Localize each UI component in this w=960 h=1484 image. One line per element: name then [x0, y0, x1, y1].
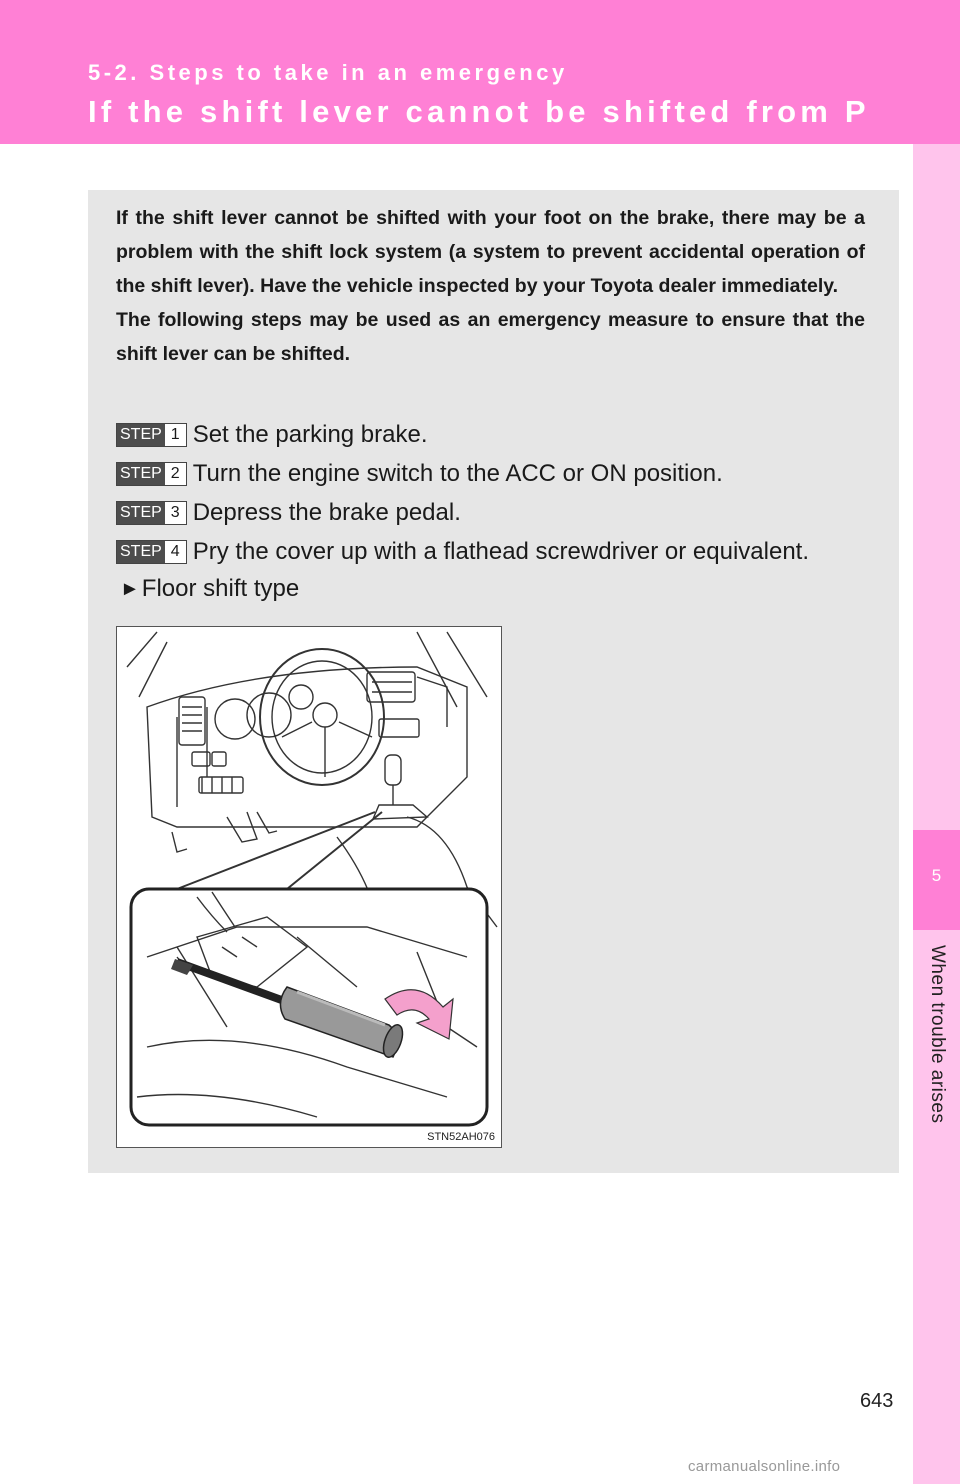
illustration: [116, 626, 502, 1148]
page-number: 643: [860, 1390, 894, 1412]
chapter-title: When trouble arises: [927, 945, 948, 1124]
step-2: [116, 458, 723, 490]
watermark: carmanualsonline.info: [688, 1458, 841, 1475]
step-badge: STEP 3: [116, 501, 187, 525]
intro-text: [116, 201, 865, 371]
section-label: 5-2. Steps to take in an emergency: [88, 60, 568, 85]
step-badge: STEP 4: [116, 540, 187, 564]
step-3: [116, 497, 461, 529]
step-4: [116, 536, 809, 568]
chapter-number: 5: [931, 866, 942, 885]
triangle-bullet-icon: ►: [120, 577, 140, 600]
step-1: [116, 419, 428, 451]
dashboard-illustration: [117, 627, 501, 1147]
step-text: Set the parking brake.: [192, 421, 428, 448]
side-tab: [913, 144, 960, 1484]
page-title: If the shift lever cannot be shifted from P: [88, 94, 870, 129]
step-text: Depress the brake pedal.: [192, 499, 461, 526]
intro-paragraph-1: If the shift lever cannot be shifted with your foot on the brake, there may be a problem with the shift lock system (a system to prevent accidental operation of the shift lever). Have the vehicle inspected by your Toyota dealer immediately.: [116, 207, 865, 297]
step-badge: STEP 1: [116, 423, 187, 447]
intro-paragraph-2: The following steps may be used as an emergency measure to ensure that the shift lever can be shifted.: [116, 309, 865, 365]
step-text: Pry the cover up with a flathead screwdriver or equivalent.: [192, 538, 810, 565]
subheading-text: Floor shift type: [141, 575, 300, 602]
subheading: [120, 575, 299, 603]
figure-code: STN52AH076: [427, 1131, 495, 1143]
step-text: Turn the engine switch to the ACC or ON position.: [192, 460, 723, 487]
step-badge: STEP 2: [116, 462, 187, 486]
